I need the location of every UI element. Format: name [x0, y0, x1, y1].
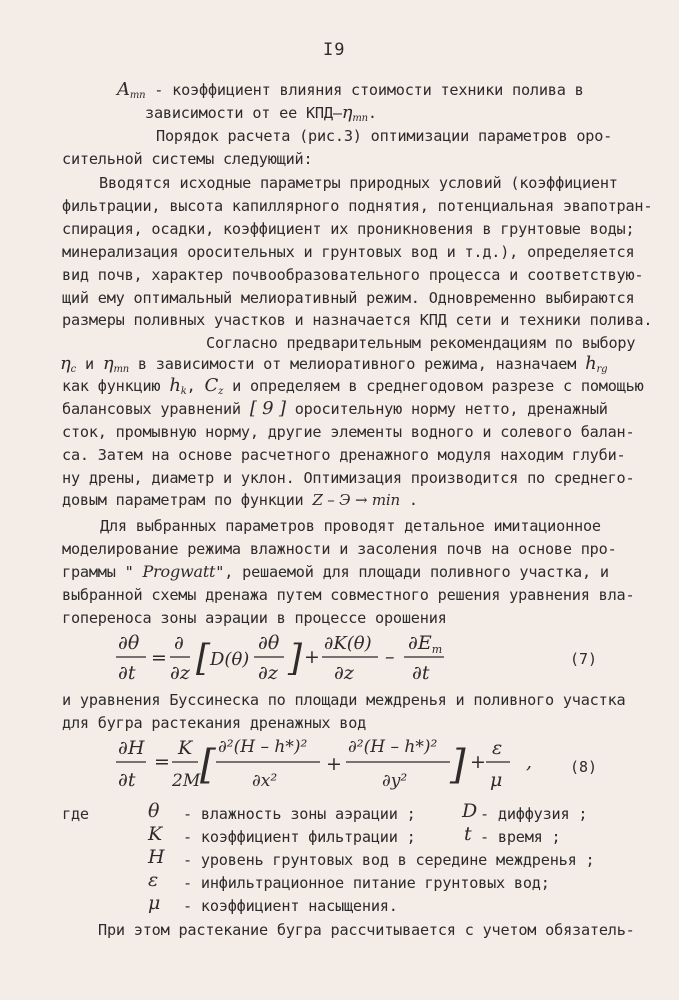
text-line-24: гопереноса зоны аэрации в процессе орошения: [62, 609, 447, 627]
eq7-dtheta-num-2: ∂θ: [258, 632, 280, 654]
text-line-16: сток, промывную норму, другие элементы водного и солевого балан-: [62, 423, 635, 441]
text-line-19: довым параметрам по функции Z – Э → min .: [62, 491, 418, 509]
legend-text-k: - коэффициент фильтрации ;: [183, 828, 416, 846]
eq8-dh-num: ∂H: [118, 737, 145, 759]
text-line-12: Согласно предварительным рекомендациям по выбору: [206, 334, 636, 352]
legend-symbol-t: t: [464, 823, 472, 845]
legend-symbol-k: K: [148, 823, 163, 845]
legend-text-theta: - влажность зоны аэрации ;: [183, 805, 416, 823]
text-line-20: Для выбранных параметров проводят детальное имитационное: [100, 517, 601, 535]
eq7-d-num: ∂: [174, 632, 184, 654]
eq7-dz-den: ∂z: [170, 662, 190, 684]
where-label: где: [62, 805, 89, 823]
eq8-comma: ,: [526, 751, 533, 773]
eq7-dk-num: ∂K(θ): [324, 633, 372, 654]
text-line-13: $\eta_c$ и $\eta_{mn}$ в зависимости от мелиоративного режима, назначаем $h_{rg}$: [60, 353, 608, 375]
eq7-dtheta-num: ∂θ: [118, 632, 140, 654]
text-line-17: са. Затем на основе расчетного дренажного модуля находим глуби-: [62, 446, 626, 464]
eq7-dz-den-3: ∂z: [334, 662, 354, 684]
text-line-22: граммы " Progwatt", решаемой для площади поливного участка, и: [62, 562, 609, 581]
equation-8: [112, 728, 582, 798]
eq8-den2: ∂y²: [382, 771, 408, 791]
legend-text-h: - уровень грунтовых вод в середине междренья ;: [183, 851, 595, 869]
eq8-num1: ∂²(H – h*)²: [218, 737, 308, 757]
text-line-3: Порядок расчета (рис.3) оптимизации параметров оро-: [156, 127, 613, 145]
legend-text-epsilon: - инфильтрационное питание грунтовых вод;: [183, 874, 550, 892]
eq7-left-bracket: [: [196, 638, 211, 679]
eq8-plus-2: +: [470, 751, 486, 773]
eq8-dt-den: ∂t: [118, 769, 136, 791]
equation-8-number: (8): [570, 758, 598, 776]
eq7-plus: +: [304, 646, 320, 668]
eq7-dt-den: ∂t: [118, 662, 136, 684]
text-line-25: и уравнения Буссинеска по площади междренья и поливного участка: [62, 691, 626, 709]
eq8-equals: =: [154, 751, 170, 773]
legend-text-d: - диффузия ;: [480, 805, 588, 823]
text-line-5: Вводятся исходные параметры природных условий (коэффициент: [99, 174, 618, 192]
eq7-right-bracket: ]: [288, 638, 303, 679]
eq8-2m-den: 2M: [172, 771, 201, 791]
eq8-k-num: K: [178, 737, 193, 759]
eq8-right-bracket: ]: [450, 742, 466, 788]
eq8-den1: ∂x²: [252, 771, 278, 791]
legend-symbol-d: D: [462, 800, 478, 822]
equation-7-number: (7): [570, 650, 598, 668]
text-line-23: выбранной схемы дренажа путем совместного решения уравнения вла-: [62, 586, 635, 604]
eq7-dz-den-2: ∂z: [258, 662, 278, 684]
text-line-7: спирация, осадки, коэффициент их проникновения в грунтовые воды;: [62, 220, 635, 238]
legend-text-t: - время ;: [480, 828, 561, 846]
legend-symbol-theta: θ: [148, 800, 160, 822]
eq8-plus: +: [326, 753, 342, 775]
legend-symbol-epsilon: ε: [148, 869, 159, 891]
eq8-left-bracket: [: [200, 742, 216, 788]
eq8-mu-den: μ: [490, 769, 503, 791]
text-line-26: для бугра растекания дренажных вод: [62, 714, 367, 732]
text-line-8: минерализация оросительных и грунтовых вод и т.д.), определяется: [62, 243, 635, 261]
text-line-18: ну дрены, диаметр и уклон. Оптимизация производится по среднего-: [62, 469, 635, 487]
text-line-1: $A_{mn}$ - коэффициент влияния стоимости техники полива в: [117, 79, 584, 101]
eq8-num2: ∂²(H – h*)²: [348, 737, 438, 757]
text-line-4: сительной системы следующий:: [62, 150, 313, 168]
equation-7: [110, 625, 590, 690]
text-line-14: как функцию $h_k$, $C_z$ и определяем в среднегодовом разрезе с помощью: [62, 375, 644, 397]
text-line-28: При этом растекание бугра рассчитывается с учетом обязатель-: [98, 921, 635, 939]
eq7-dt-den-2: ∂t: [412, 662, 430, 684]
eq7-diffusivity: D(θ): [210, 649, 250, 670]
text-line-21: моделирование режима влажности и засоления почв на основе про-: [62, 540, 617, 558]
eq8-eps-num: ε: [492, 737, 503, 759]
eq7-minus: –: [385, 646, 395, 668]
text-line-9: вид почв, характер почвообразовательного процесса и соответствую-: [62, 266, 644, 284]
legend-symbol-mu: μ: [148, 892, 161, 914]
legend-text-mu: - коэффициент насыщения.: [183, 897, 398, 915]
text-line-15: балансовых уравнений [ 9 ] оросительную норму нетто, дренажный: [62, 398, 608, 419]
text-line-11: размеры поливных участков и назначается КПД сети и техники полива.: [62, 311, 653, 329]
eq7-de-num: $\partial E_m$: [408, 632, 443, 656]
page-number: I9: [323, 40, 346, 60]
text-line-2: зависимости от ее КПД–$\eta_{mn}$.: [145, 102, 377, 124]
legend-symbol-h: H: [148, 846, 165, 868]
text-line-10: щий ему оптимальный мелиоративный режим. Одновременно выбираются: [62, 289, 635, 307]
eq7-equals: =: [151, 647, 167, 669]
text-line-6: фильтрации, высота капиллярного поднятия, потенциальная эвапотран-: [62, 197, 653, 215]
